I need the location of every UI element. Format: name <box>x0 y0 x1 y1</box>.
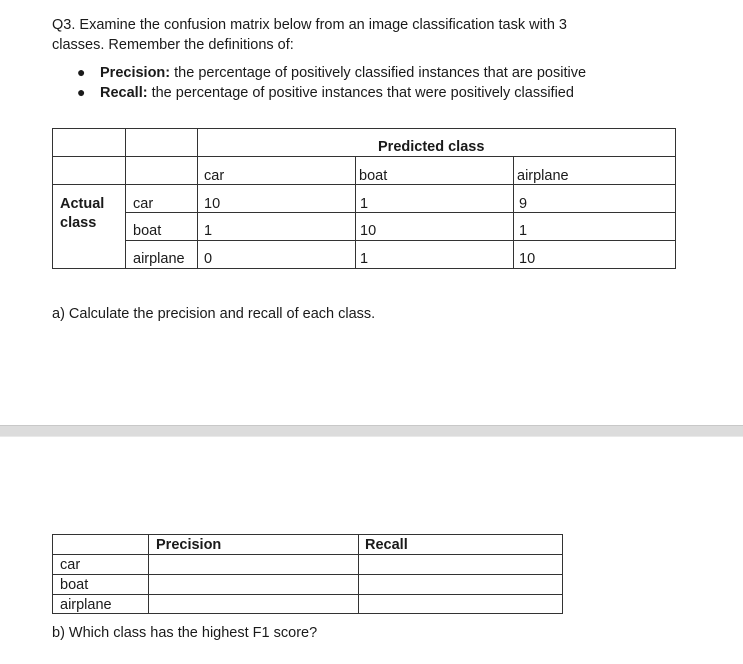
grid-line <box>53 554 562 555</box>
question-line-1: Q3. Examine the confusion matrix below from an image classification task with 3 <box>52 17 567 33</box>
page-divider <box>0 425 743 437</box>
bullet-icon: ● <box>77 64 86 80</box>
grid-line <box>53 156 675 157</box>
grid-line <box>125 129 126 268</box>
definition-term: Recall: <box>100 85 148 101</box>
column-label-car: car <box>204 168 225 184</box>
answer-table <box>52 534 563 614</box>
row-label-boat: boat <box>133 223 162 239</box>
grid-line <box>53 574 562 575</box>
column-label-airplane: airplane <box>517 168 569 184</box>
matrix-cell: 0 <box>204 251 213 267</box>
matrix-cell: 1 <box>204 223 213 239</box>
row-label-airplane: airplane <box>133 251 185 267</box>
matrix-cell: 10 <box>360 223 377 239</box>
confusion-matrix <box>52 128 676 269</box>
answer-row-label: car <box>60 557 81 573</box>
predicted-class-header: Predicted class <box>378 139 485 155</box>
matrix-cell: 1 <box>519 223 528 239</box>
definition-precision <box>100 63 586 83</box>
matrix-cell: 9 <box>519 196 528 212</box>
column-label-boat: boat <box>359 168 388 184</box>
answer-row-label: airplane <box>60 597 112 613</box>
answer-row-label: boat <box>60 577 89 593</box>
precision-header: Precision <box>156 537 222 553</box>
grid-line <box>53 594 562 595</box>
part-a-question: a) Calculate the precision and recall of each class. <box>52 306 376 322</box>
matrix-cell: 10 <box>519 251 536 267</box>
definition-term: Precision: <box>100 65 171 81</box>
bullet-icon: ● <box>77 84 86 100</box>
grid-line <box>125 240 675 241</box>
question-line-2: classes. Remember the definitions of: <box>52 37 294 53</box>
recall-header: Recall <box>365 537 408 553</box>
definition-recall <box>100 83 574 103</box>
definition-text: the percentage of positive instances that were positively classified <box>147 85 574 101</box>
part-b-question: b) Which class has the highest F1 score? <box>52 625 318 641</box>
grid-line <box>197 129 198 268</box>
actual-class-header: class <box>60 215 97 231</box>
row-label-car: car <box>133 196 154 212</box>
actual-class-header: Actual <box>60 196 105 212</box>
matrix-cell: 10 <box>204 196 221 212</box>
matrix-cell: 1 <box>360 251 369 267</box>
matrix-cell: 1 <box>360 196 369 212</box>
definition-text: the percentage of positively classified instances that are positive <box>170 65 587 81</box>
